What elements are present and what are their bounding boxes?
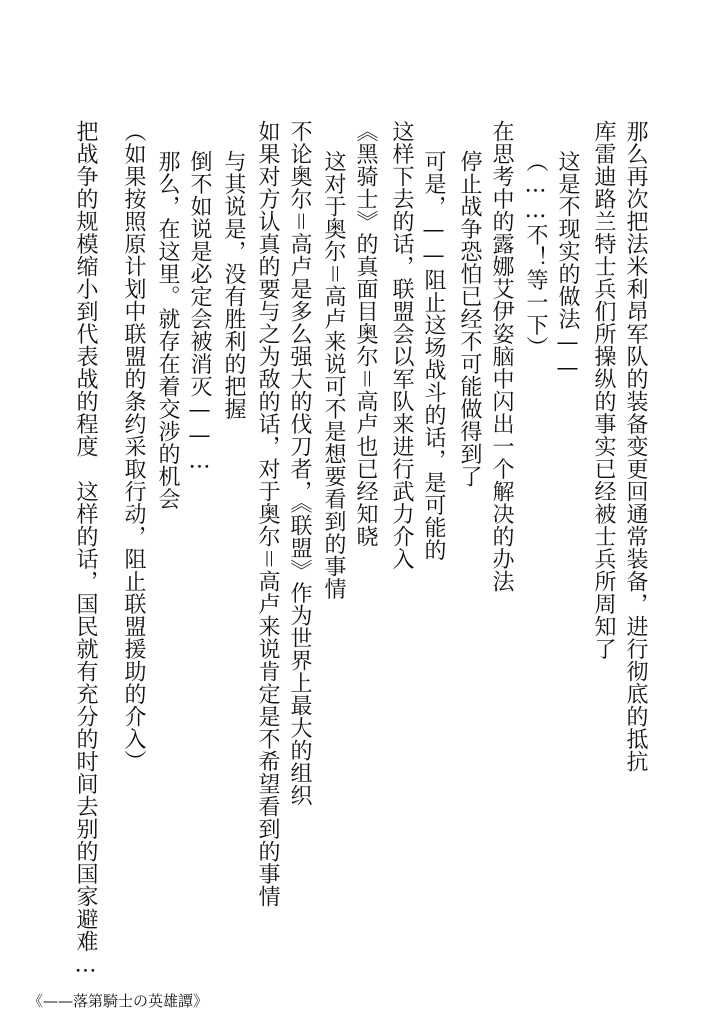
text-line-7: 可是，——阻止这场战斗的话，是可能的 [421,150,446,561]
text-line-4: （……不！等一下） [523,150,548,359]
text-line-9: 《黑骑士》的真面目奥尔＝高卢也已经知晓 [353,120,378,548]
text-line-13: 与其说是，没有胜利的把握 [221,150,246,420]
text-line-6: 停止战争恐怕已经不可能做得到了 [457,150,482,488]
text-line-5: 在思考中的露娜艾伊姿脑中闪出一个解决的办法 [489,120,514,593]
text-line-3: 这是不现实的做法—— [555,150,580,381]
text-line-16: （如果按照原计划中联盟的条约采取行动，阻止联盟援助的介入） [121,120,146,773]
text-line-8: 这样下去的话，联盟会以军队来进行武力介入 [389,120,414,570]
text-line-2: 库雷迪路兰特士兵们所操纵的事实已经被士兵所周知了 [591,120,616,660]
text-line-15: 那么，在这里。就存在着交涉的机会 [155,150,180,510]
text-line-17: 把战争的规模缩小到代表战的程度 这样的话，国民就有充分的时间去别的国家避难… [73,120,98,978]
text-line-10: 这对于奥尔＝高卢来说可不是想要看到的事情 [321,150,346,600]
text-line-14: 倒不如说是必定会被消灭——… [187,150,212,474]
text-line-1: 那么再次把法米利昂军队的装备变更回通常装备，进行彻底的抵抗 [623,120,648,773]
text-line-11: 不论奥尔＝高卢是多么强大的伐刀者，《联盟》作为世界上最大的组织 [287,120,312,807]
book-title-footer: 《——落第騎士の英雄譚》 [28,992,209,1010]
text-line-12: 如果对方认真的要与之为敌的话，对于奥尔＝高卢来说肯定是不希望看到的事情 [255,120,280,908]
